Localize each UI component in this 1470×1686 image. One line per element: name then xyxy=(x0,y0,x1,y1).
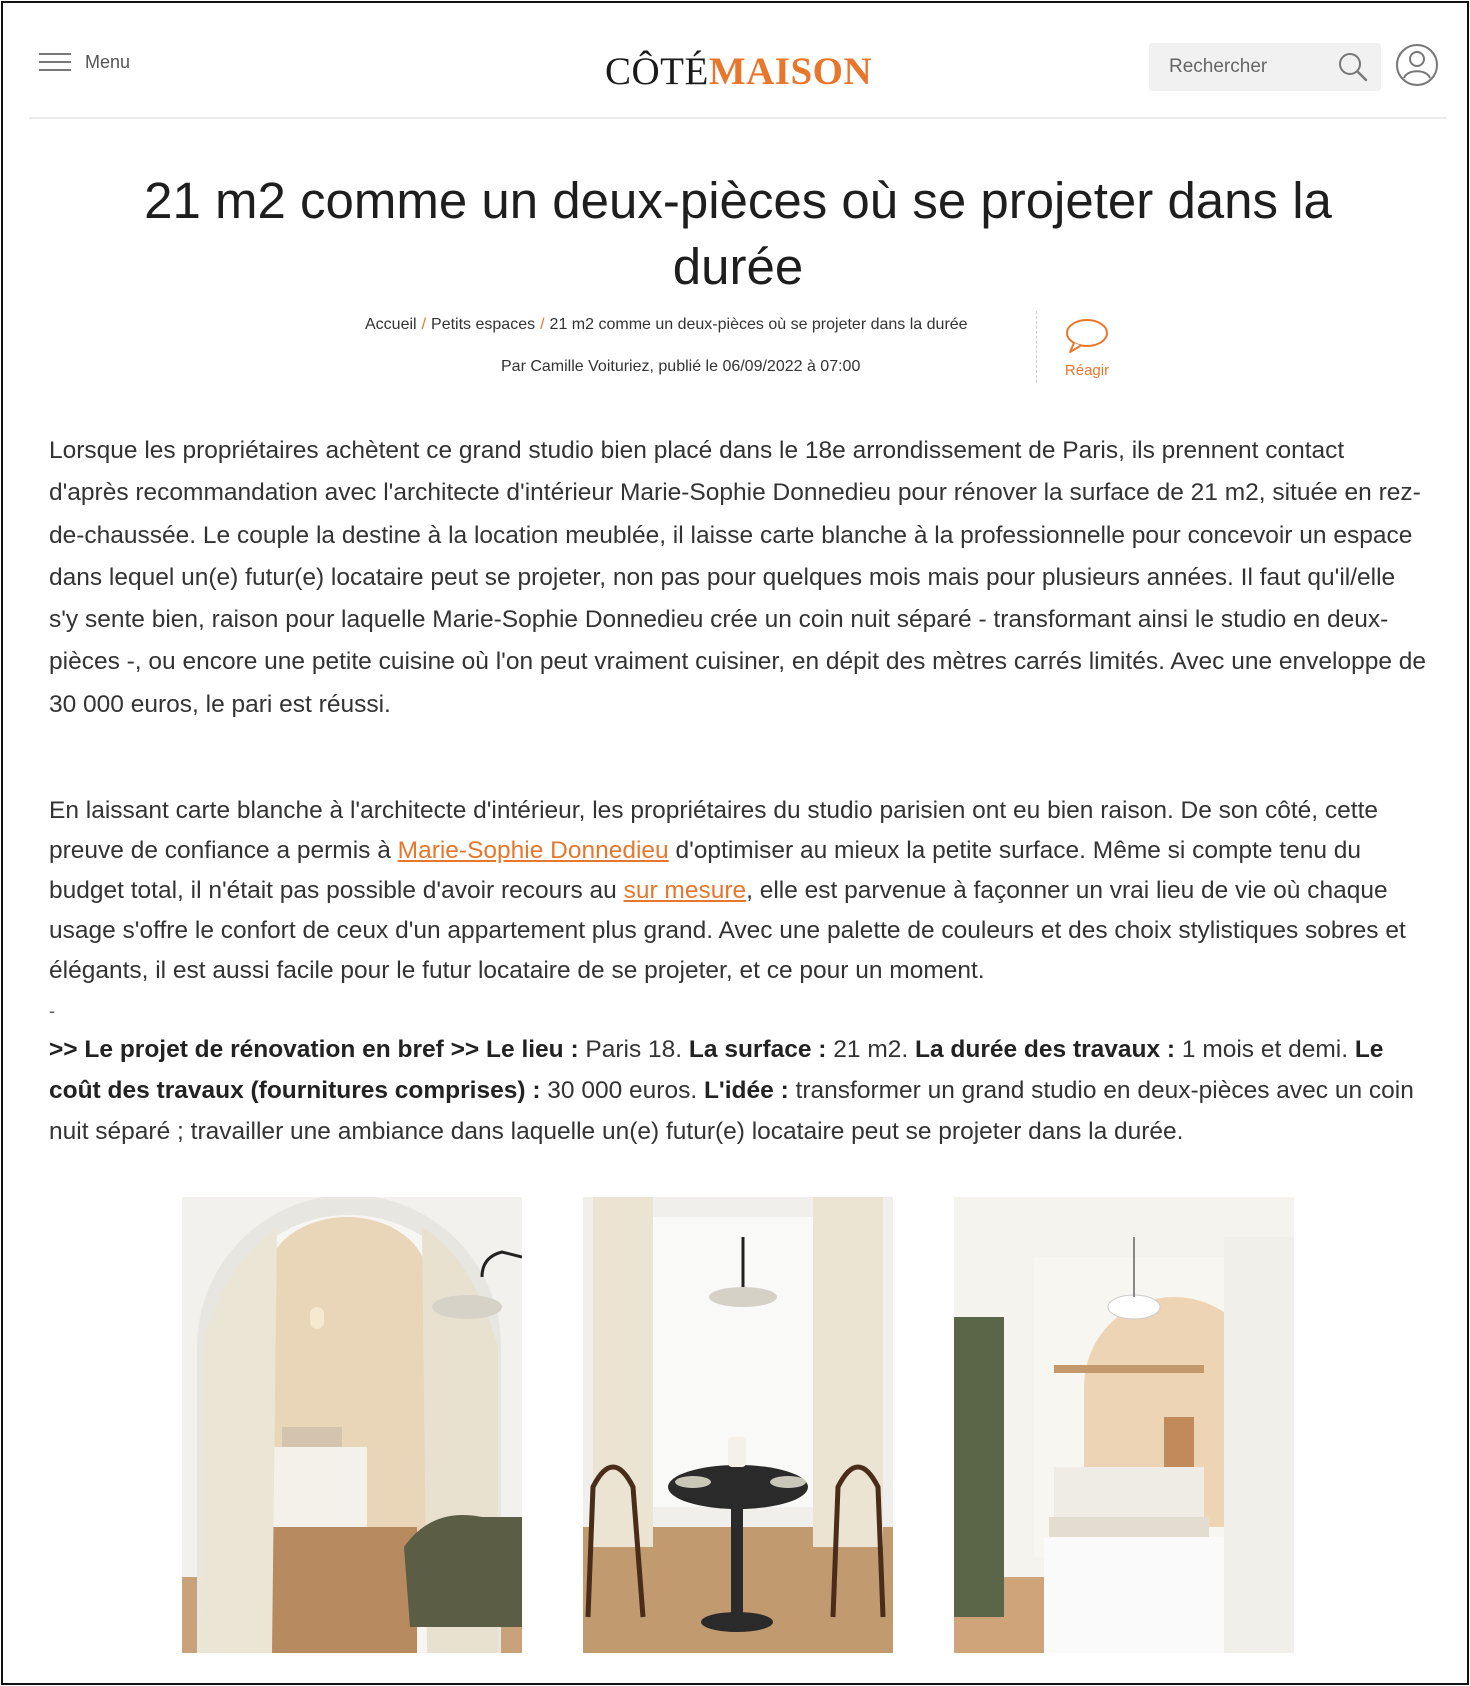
breadcrumb-separator: / xyxy=(540,316,545,333)
divider xyxy=(1036,311,1037,383)
comment-icon xyxy=(1064,317,1110,355)
site-logo[interactable] xyxy=(605,49,872,94)
logo-part2: MAISON xyxy=(708,50,873,93)
search-input[interactable] xyxy=(1149,43,1329,91)
menu-icon xyxy=(39,51,71,73)
summary-intro: >> Le projet de rénovation en bref xyxy=(49,1036,444,1063)
menu-label: Menu xyxy=(85,51,131,72)
article-byline: Par Camille Voituriez, publié le 06/09/2022 à 07:00 xyxy=(501,358,861,375)
breadcrumb-separator: / xyxy=(421,316,427,333)
summary-duree-value: 1 mois et demi. xyxy=(1175,1036,1349,1063)
architect-link[interactable]: Marie-Sophie Donnedieu xyxy=(397,837,669,864)
photo-kitchen[interactable] xyxy=(954,1197,1294,1653)
separator-dash: - xyxy=(49,1001,55,1021)
summary-duree-label: La durée des travaux : xyxy=(908,1036,1176,1063)
article-paragraph-1: Lorsque les propriétaires achètent ce grand studio bien placé dans le 18e arrondissement de Paris, ils prennent contact d'après recommandation avec l'architecte d'intérieur Marie-Sophie Donnedieu pour rénover la surface de 21 m2, située en rez-de-chaussée. Le couple la destine à la location meublée, il laisse carte blanche à la professionnelle pour concevoir un espace dans lequel un(e) futur(e) locataire peut se projeter, non pas pour quelques mois mais pour plusieurs années. Il faut qu'il/elle s'y sente bien, raison pour laquelle Marie-Sophie Donnedieu crée un coin nuit séparé - transformant ainsi le studio en deux-pièces -, ou encore une petite cuisine où l'on peut vraiment cuisiner, en dépit des mètres carrés limités. Avec une enveloppe de 30 000 euros, le pari est réussi. xyxy=(49,437,1427,718)
logo-part1: CÔTÉ xyxy=(605,50,709,93)
sur-mesure-link[interactable]: sur mesure xyxy=(623,877,747,904)
summary-lieu-label: >> Le lieu : xyxy=(443,1036,579,1063)
photo-bedroom-arch[interactable] xyxy=(182,1197,522,1653)
summary-idee-label: L'idée : xyxy=(697,1077,789,1105)
summary-surface-label: La surface : xyxy=(682,1036,827,1063)
site-header xyxy=(29,23,1447,119)
photo-dining-corner[interactable] xyxy=(583,1197,893,1653)
breadcrumb-home[interactable]: Accueil xyxy=(365,316,417,333)
search-icon[interactable] xyxy=(1337,51,1369,83)
search-box xyxy=(1149,43,1381,91)
project-summary xyxy=(49,1029,1429,1153)
paragraph-text: d'optimiser au mieux la petite surface. Même si compte tenu du budget total, il n'était pas possible d'avoir recours au xyxy=(49,837,1362,904)
article-title: 21 m2 comme un deux-pièces où se projeter dans la durée xyxy=(144,172,1332,295)
summary-cout-value: 30 000 euros. xyxy=(540,1077,698,1105)
menu-button[interactable] xyxy=(39,51,130,73)
article-paragraph-2 xyxy=(49,791,1429,991)
summary-lieu-value: Paris 18. xyxy=(578,1036,683,1063)
react-label: Réagir xyxy=(1064,362,1110,379)
paragraph-text: En laissant carte blanche à l'architecte d'intérieur, les propriétaires du studio parisien ont eu bien raison. De son côté, cette preuve de confiance a permis à xyxy=(49,797,1379,864)
user-icon[interactable] xyxy=(1395,43,1439,87)
react-button[interactable] xyxy=(1057,317,1117,379)
summary-surface-value: 21 m2. xyxy=(826,1036,909,1063)
breadcrumb xyxy=(365,316,968,334)
paragraph-text: , elle est parvenue à façonner un vrai lieu de vie où chaque usage s'offre le confort de ceux d'un appartement plus grand. Avec une palette de couleurs et des choix stylistiques sobres et élégants, il est aussi facile pour le futur locataire de se projeter, et ce pour un moment. xyxy=(49,877,1406,984)
page-frame xyxy=(1,1,1469,1685)
summary-cout-label: Le coût des travaux (fournitures comprises) : xyxy=(49,1036,1384,1105)
summary-idee-value: transformer un grand studio en deux-pièces avec un coin nuit séparé ; travailler une ambiance dans laquelle un(e) futur(e) locataire peut se projeter dans la durée. xyxy=(49,1077,1414,1146)
breadcrumb-category[interactable]: Petits espaces xyxy=(431,316,536,333)
breadcrumb-current: 21 m2 comme un deux-pièces où se projeter dans la durée xyxy=(549,316,968,333)
